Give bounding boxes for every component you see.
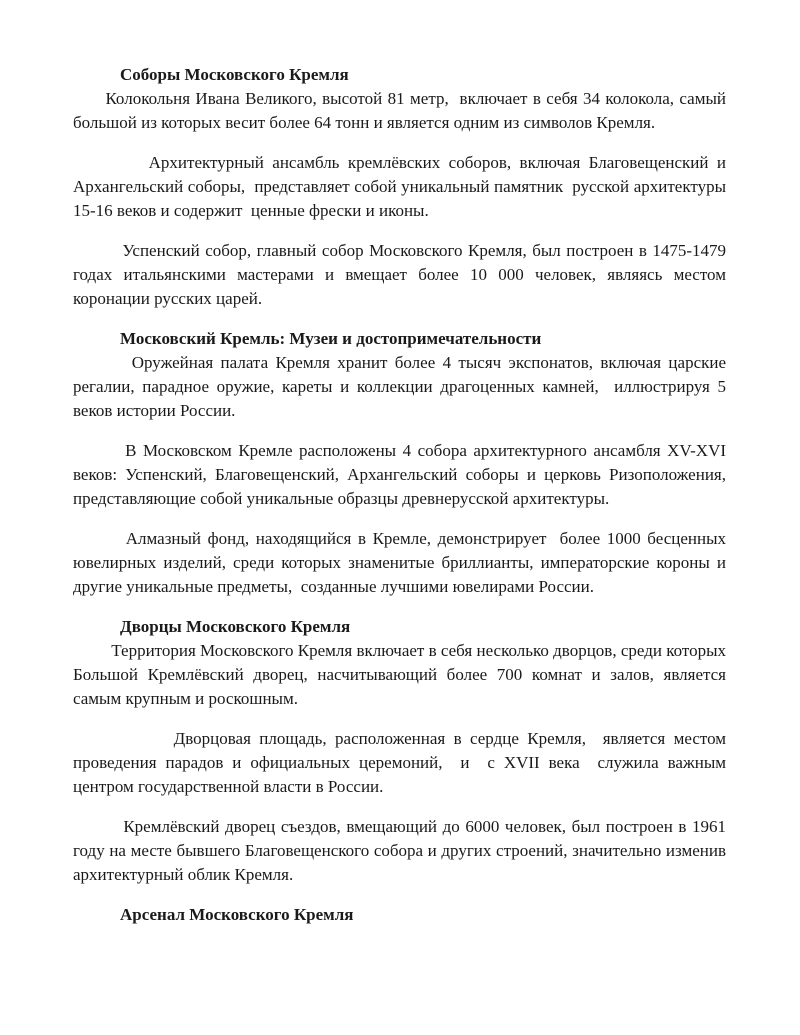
paragraph: Дворцовая площадь, расположенная в сердце Кремля, является местом проведения парадов и официальных церемоний, и с XVII века служила важным центром государственной власти в России. <box>73 729 731 796</box>
paragraph: Архитектурный ансамбль кремлёвских соборов, включая Благовещенский и Архангельский соборы, представляет собой уникальный памятник русской архитектуры 15-16 веков и содержит ценные фрески и иконы. <box>73 153 731 220</box>
paragraph: Алмазный фонд, находящийся в Кремле, демонстрирует более 1000 бесценных ювелирных изделий, среди которых знаменитые бриллианты, императорские короны и другие уникальные предметы, созданные лучшими ювелирами России. <box>73 529 731 596</box>
paragraph: Оружейная палата Кремля хранит более 4 тысяч экспонатов, включая царские регалии, парадное оружие, кареты и коллекции драгоценных камней, иллюстрируя 5 веков истории России. <box>73 353 731 420</box>
section-heading: Соборы Московского Кремля <box>120 65 349 84</box>
paragraph: Территория Московского Кремля включает в себя несколько дворцов, среди которых Большой Кремлёвский дворец, насчитывающий более 700 комнат и залов, является самым крупным и роскошным. <box>73 641 731 708</box>
section-heading: Московский Кремль: Музеи и достопримечательности <box>120 329 542 348</box>
document-page <box>73 63 731 927</box>
paragraph: Колокольня Ивана Великого, высотой 81 метр, включает в себя 34 колокола, самый большой из которых весит более 64 тонн и является одним из символов Кремля. <box>73 89 731 132</box>
paragraph: Кремлёвский дворец съездов, вмещающий до 6000 человек, был построен в 1961 году на месте бывшего Благовещенского собора и других строений, значительно изменив архитектурный облик Кремля. <box>73 817 731 884</box>
section-heading: Арсенал Московского Кремля <box>120 905 354 924</box>
paragraph: Успенский собор, главный собор Московского Кремля, был построен в 1475-1479 годах итальянскими мастерами и вмещает более 10 000 человек, являясь местом коронации русских царей. <box>73 241 731 308</box>
paragraph: В Московском Кремле расположены 4 собора архитектурного ансамбля XV-XVI веков: Успенский, Благовещенский, Архангельский соборы и церковь Ризоположения, представляющие собой уникальные образцы древнерусской архитектуры. <box>73 441 731 508</box>
section-heading: Дворцы Московского Кремля <box>120 617 351 636</box>
